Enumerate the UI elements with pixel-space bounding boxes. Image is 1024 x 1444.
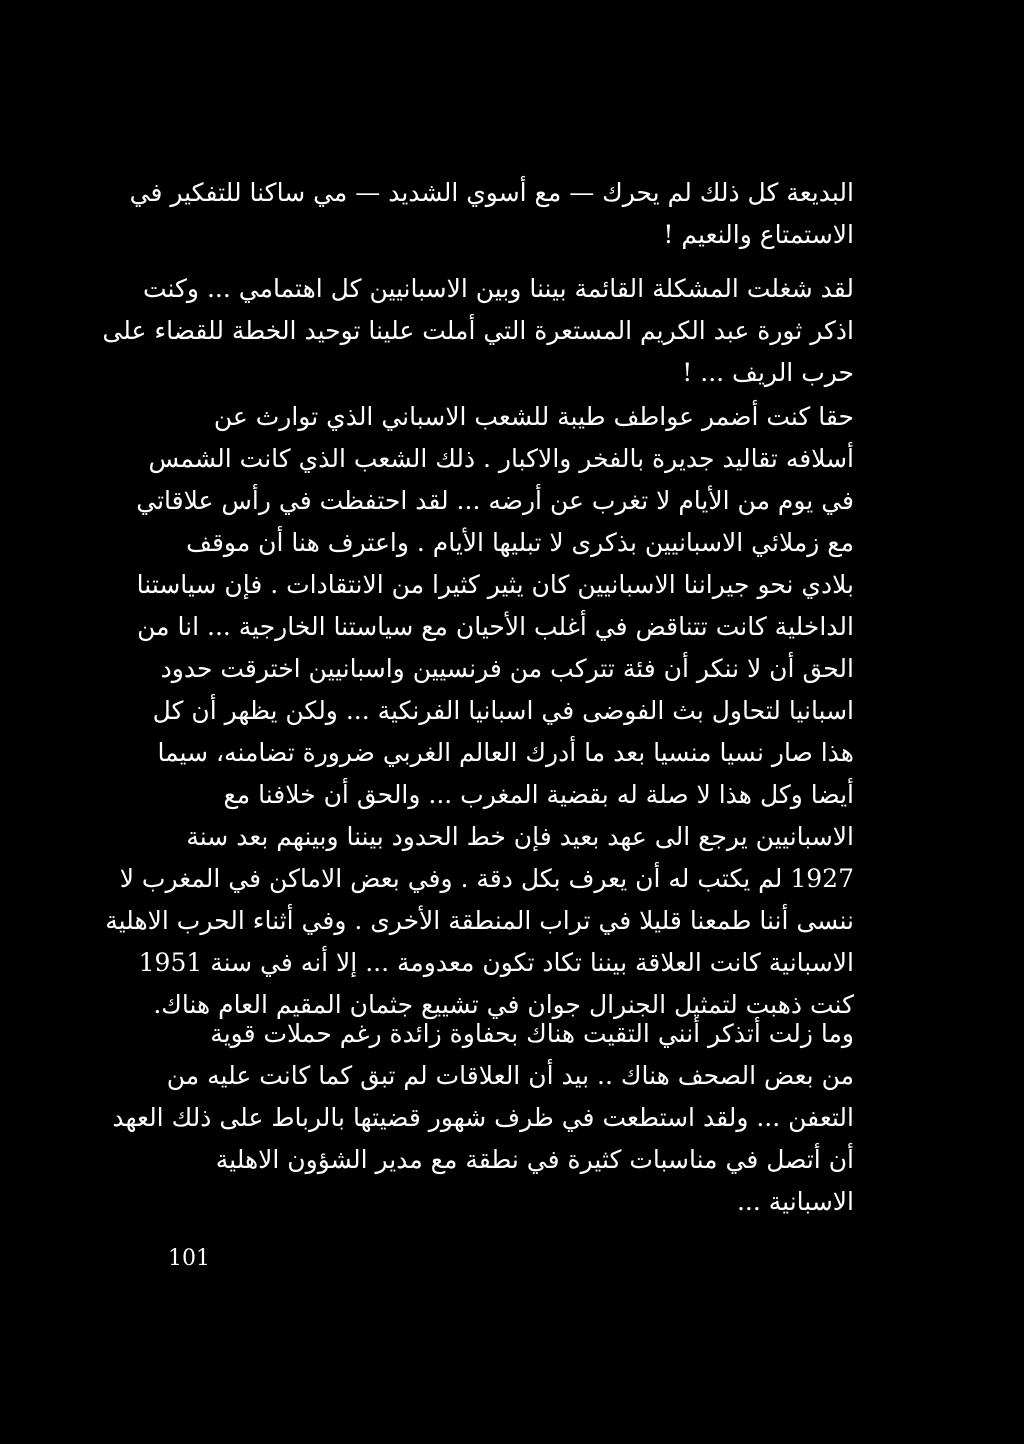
- text-line: لقد شغلت المشكلة القائمة بيننا وبين الاسبانيين كل اهتمامي ... وكنت: [142, 274, 854, 303]
- text-line: الاسبانية كانت العلاقة بيننا تكاد تكون معدومة ... إلا أنه في سنة 1951: [138, 948, 854, 977]
- text-line: الاستمتاع والنعيم !: [663, 220, 854, 249]
- text-line: من بعض الصحف هناك .. بيد أن العلاقات لم تبق كما كانت عليه من: [166, 1061, 854, 1090]
- text-line: أن أتصل في مناسبات كثيرة في نطقة مع مدير الشؤون الاهلية: [215, 1145, 854, 1174]
- text-line: البديعة كل ذلك لم يحرك — مع أسوي الشديد — مي ساكنا للتفكير في: [129, 178, 854, 207]
- text-line: أيضا وكل هذا لا صلة له بقضية المغرب ... والحق أن خلافنا مع: [223, 780, 854, 809]
- text-line: هذا صار نسيا منسيا بعد ما أدرك العالم الغربي ضرورة تضامنه، سيما: [157, 738, 854, 767]
- paragraph-3: [105, 396, 854, 1026]
- paragraph-4: [112, 1013, 854, 1223]
- paragraph-2: [102, 268, 854, 394]
- text-line: أسلافه تقاليد جديرة بالفخر والاكبار . ذلك الشعب الذي كانت الشمس: [148, 444, 854, 473]
- paragraph-1: [129, 172, 854, 256]
- text-line: وما زلت أتذكر أنني التقيت هناك بحفاوة زائدة رغم حملات قوية: [210, 1019, 854, 1048]
- text-line: اسبانيا لتحاول بث الفوضى في اسبانيا الفرنكية ... ولكن يظهر أن كل: [152, 696, 854, 725]
- text-line: 1927 لم يكتب له أن يعرف بكل دقة . وفي بعض الاماكن في المغرب لا: [119, 864, 854, 893]
- text-line: الداخلية كانت تتناقض في أغلب الأحيان مع سياستنا الخارجية ... انا من: [137, 612, 854, 641]
- text-line: ننسى أننا طمعنا قليلا في تراب المنطقة الأخرى . وفي أثناء الحرب الاهلية: [105, 906, 854, 935]
- page-number: 101: [168, 1246, 210, 1271]
- text-line: بلادي نحو جيراننا الاسبانيين كان يثير كثيرا من الانتقادات . فإن سياستنا: [136, 570, 854, 599]
- text-line: الحق أن لا ننكر أن فئة تتركب من فرنسيين واسبانيين اخترقت حدود: [160, 654, 854, 683]
- text-line: في يوم من الأيام لا تغرب عن أرضه ... لقد احتفظت في رأس علاقاتي: [136, 486, 854, 515]
- text-line: حقا كنت أضمر عواطف طيبة للشعب الاسباني الذي توارث عن: [213, 402, 854, 431]
- text-line: حرب الريف ... !: [682, 358, 854, 387]
- text-line: الاسبانية ...: [736, 1187, 854, 1216]
- text-line: مع زملائي الاسبانيين بذكرى لا تبليها الأيام . واعترف هنا أن موقف: [186, 528, 854, 557]
- text-line: كنت ذهبت لتمثيل الجنرال جوان في تشييع جثمان المقيم العام هناك.: [153, 990, 854, 1019]
- text-line: التعفن ... ولقد استطعت في ظرف شهور قضيتها بالرباط على ذلك العهد: [112, 1103, 854, 1132]
- text-line: الاسبانيين يرجع الى عهد بعيد فإن خط الحدود بيننا وبينهم بعد سنة: [186, 822, 854, 851]
- text-line: اذكر ثورة عبد الكريم المستعرة التي أملت علينا توحيد الخطة للقضاء على: [102, 316, 854, 345]
